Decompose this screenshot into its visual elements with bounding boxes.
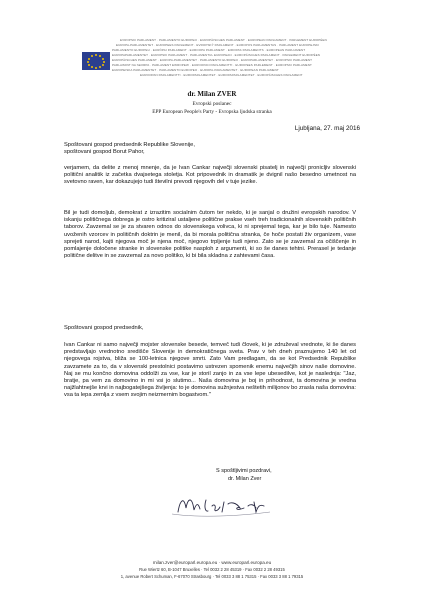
paragraph [64,325,356,332]
eu-flag-logo [82,52,110,70]
salutation [64,142,356,156]
paragraph-text: Ivan Cankar ni samo največji mojster slovenske besede, temveč tudi človek, ki je združeval vrednote, ki še danes predstavljajo vrednotno središče Slovenije in demokratičnega sveta. Prav v teh dneh praznujemo 140 let od njegovega rojstva, bliža se 100-letnica njegove smrti. Zato Vam predlagam, da se kot Predsednik Republike zavzamete za to, da v slovenski prestolnici postavimo ustrezen spomenik enemu največjih sinov naše domovine. Naj se mu končno domovina oddolži za vse, kar je storil zanjo in za vse lepe ubesedilve, kot je naslednja: "Jaz, bratje, pa vem za domovino in mi vsi jo slutimo... Naša domovina je boj in prihodnost, ta domovina je vredna najžlahtnejše krvi in najbogatejšega življenja: to je domovina sužnjestva neštetih milijonov bo zrasla naša domovina: vsa ta lepa zemlja z vsem svojim neizmernim bogastvom." [64,342,356,399]
paragraph [64,165,356,187]
parliament-line: PARLAMENTO EUROPEU · EURÓPAI PARLAMENT · EUROOPA PARLAMENT · EIROPAS PARLAMENTS · EUROPEAN PARLIAMENT [112,48,306,52]
closing-name: dr. Milan Zver [228,476,262,482]
footer-strasbourg-address: 1, avenue Robert Schuman, F-67070 Strasbourg · Tel 0033 3 88 1 75315 · Fax 0033 3 88 1 79315 [120,574,304,579]
parliament-line: PARLAIMINT NA hEORPA · PARLAMENT EWROPEW · EUROOPAN PARLAMENTTI · EUROPEES PARLEMENT · EUROPSKI PARLAMENT [112,63,312,67]
parliament-line: EUROOPAN PARLAMENTTI · EUROPARLAMENTET · EUROPAPARLAMENTET · EUROPÄISCHES PARLAMENT [140,73,303,77]
parliament-line: EUROPEISKA PARLAMENTET · PARLAMENTO EUROPEO · EUROPA-PARLAMENTET · EUROPEAN PARLIAMENT [112,68,279,72]
letter-date: Ljubljana, 27. maj 2016 [294,125,360,132]
paragraph [64,342,356,400]
sender-role: Evropski poslanec [192,101,232,107]
closing-greeting: S spoštljivimi pozdravi, [216,468,272,474]
parliament-line: EVROPSKI PARLAMENT · PARLAMENTO EUROPEO · EUROPÄISCHES PARLAMENT · EUROPEAN PARLIAMENT · PARLEMENT EUROPÉEN [120,38,327,42]
salutation-line: spoštovani gospod Borut Pahor, [64,149,145,156]
footer-email: milan.zver@europarl.europa.eu · www.europarl.europa.eu [152,560,272,565]
paragraph-text: verjamem, da delite z menoj mnenje, da je Ivan Cankar največji slovenski pisatelj in največji pronicljiv slovenski politični analitik iz začetka dvajsetega stoletja. Kot pripovednik in dramatik je dvignil našo besedno umetnost na svetovno raven, kar dokazujejo tudi številni prevodi njegovih del v tuje jezike. [64,165,356,186]
parliament-line: EUROPA-PARLAMENTET · EUROPEES PARLEMENT · EVROPSKÝ PARLAMENT · EUROPOS PARLAMENTAS · PARLAMENT EUROPEJSKI [116,43,320,47]
parliament-line: EUROPAPARLAMENTET · EUROPSKI PARLAMENT · PARLAMENTUL EUROPEAN · EUROPÄISCHES PARLAMENT · PARLEMENT EUROPÉEN [112,53,321,57]
paragraph-text: Spoštovani gospod predsednik, [64,325,144,331]
paragraph [64,210,356,260]
paragraph-text: Bil je tudi domoljub, demokrat z izrazitim socialnim čutom ter nekdo, ki je sanjal o družini evropskih narodov. V iskanju političnega dobrega je ostro kritiziral ustaljene politične prakse vseh treh tradicionalnih slovenskih političnih taborov. Zavzemal se je za stvaren odnos do slovenskega volivca, ki ni sprejemal tega, kar je bilo tuje. Namesto uvoženih vzorcev in političnih doktrin je menil, da bi morala politična stranka, če hoče postati živ organizem, vase sprejeti narod, kajti njegova moč je njena moč, njegovo trpljenje tudi njeno. Zato se je zavzemal za očiščenje in pomlajenje določene stranke in slovenske politike nasploh z argumenti, ki so še danes tehtni. Prerasel je tedanje politične delitve in se zavzemal za novo politiko, ki bi bila skladna z zahtevami časa. [64,210,356,260]
sender-name: dr. Milan ZVER [187,90,237,98]
salutation-line: Spoštovani gospod predsednik Republike Slovenije, [64,142,195,148]
handwritten-signature [150,482,290,522]
footer-brussels-address: Rue Wiertz 60, B-1047 Bruxelles · Tel 0032 2 28 45319 · Fax 0032 2 28 49315 [139,567,285,572]
sender-group: EPP European People's Party - Evropska ljudska stranka [152,109,272,115]
parliament-line: EUROPÄISCHES PARLAMENT · EUROPA-PARLAMENTET · PARLAMENTO EUROPEO · EUROPARLAMENTET · EVROPSKI PARLAMENT [112,58,313,62]
